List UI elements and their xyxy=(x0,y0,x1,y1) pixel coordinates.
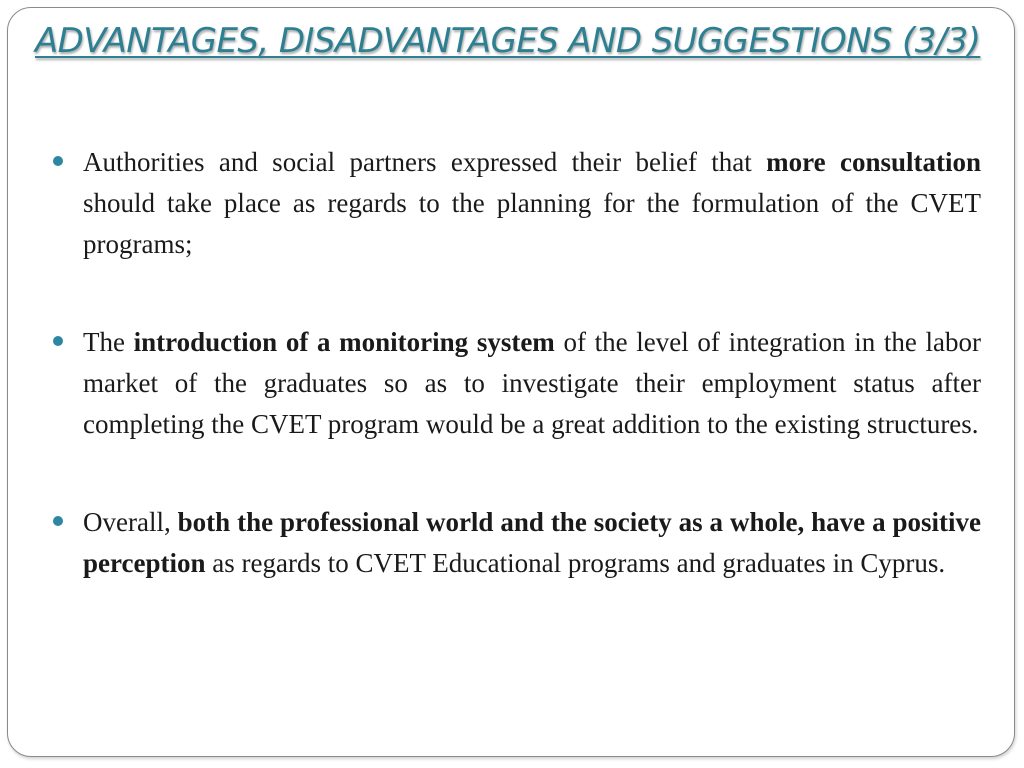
bullet-item-perception xyxy=(83,502,981,584)
bullet-text-before: The xyxy=(83,327,134,357)
slide-title: ADVANTAGES, DISADVANTAGES AND SUGGESTIONS (3/3) xyxy=(35,21,981,61)
bullet-text-bold: introduction of a monitoring system xyxy=(133,327,555,357)
bullet-item-consultation xyxy=(83,142,981,265)
bullet-text-after: should take place as regards to the planning for the formulation of the CVET programs; xyxy=(83,188,981,259)
bullet-dot-icon xyxy=(53,516,63,526)
bullet-dot-icon xyxy=(53,156,63,166)
bullet-text-after: as regards to CVET Educational programs and graduates in Cyprus. xyxy=(205,548,946,578)
bullet-text-before: Authorities and social partners expressed their belief that xyxy=(83,147,767,177)
bullet-list xyxy=(83,142,981,584)
bullet-item-monitoring xyxy=(83,322,981,445)
bullet-dot-icon xyxy=(53,336,63,346)
bullet-text-before: Overall, xyxy=(83,507,178,537)
bullet-text-bold: more consultation xyxy=(766,147,981,177)
bullet-text-bold: both the professional world and the society as a whole, have a positive perception xyxy=(83,507,981,578)
bullet-text-after: of the level of integration in the labor market of the graduates so as to investigate their employment status after completing the CVET program would be a great addition to the existing structures. xyxy=(83,327,981,439)
